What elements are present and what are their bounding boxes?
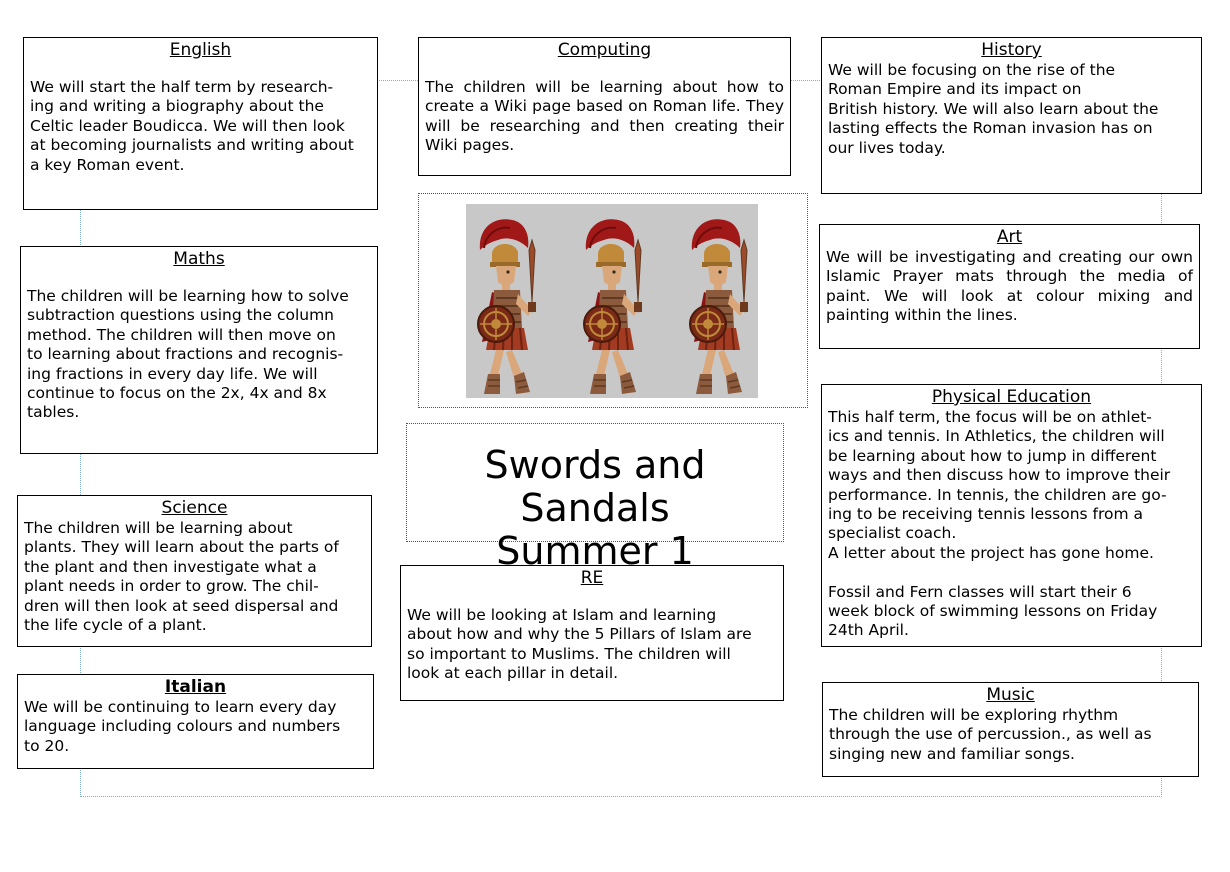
computing-text: The children will be learning about how to create a Wiki page based on Roman life. They will be researching and then creating their Wiki pages.: [425, 78, 784, 155]
maths-box: [20, 246, 378, 454]
topic-term: Summer 1: [496, 529, 694, 573]
topic-title-frame: [406, 423, 784, 573]
science-heading: Science: [161, 498, 228, 518]
history-heading: History: [981, 40, 1042, 60]
re-heading: RE: [580, 568, 604, 588]
english-text: We will start the half term by research- ing and writing a biography about the Celtic leader Boudicca. We will then look at becoming journalists and writing about a key Roman event.: [30, 78, 354, 174]
italian-heading: Italian: [164, 677, 227, 697]
re-box: [400, 565, 784, 701]
topic-title: Swords and Sandals: [484, 443, 706, 530]
italian-box: [17, 674, 374, 769]
art-box: [819, 224, 1200, 349]
history-box: [821, 37, 1202, 194]
art-text: We will be investigating and creating our own Islamic Prayer mats through the media of paint. We will look at colour mixing and painting within the lines.: [826, 248, 1193, 325]
italian-text: We will be continuing to learn every day language including colours and numbers to 20.: [24, 698, 341, 755]
music-text: The children will be exploring rhythm through the use of percussion., as well as singing new and familiar songs.: [829, 706, 1152, 763]
science-text: The children will be learning about plants. They will learn about the parts of the plant and then investigate what a plant needs in order to grow. The chil- dren will then look at seed dispersal and the life cycle of a plant.: [24, 519, 339, 635]
pe-box: [821, 384, 1202, 647]
maths-text: The children will be learning how to solve subtraction questions using the column method. The children will then move on to learning about fractions and recognis- ing fractions in every day life. We will continue to focus on the 2x, 4x and 8x tables.: [27, 287, 349, 422]
music-box: [822, 682, 1199, 777]
english-heading: English: [169, 40, 232, 60]
roman-soldiers-image-frame: [418, 193, 808, 408]
music-heading: Music: [986, 685, 1035, 705]
science-box: [17, 495, 372, 647]
roman-soldiers-image: [466, 204, 758, 398]
pe-text: This half term, the focus will be on athlet- ics and tennis. In Athletics, the children will be learning about how to jump in different ways and then discuss how to improve their performance. In tennis, the children are go- ing to be receiving tennis lessons from a specialist coach. A letter about the project has gone home. Fossil and Fern classes will start their 6 week block of swimming lessons on Friday 24th April.: [828, 408, 1171, 640]
pe-heading: Physical Education: [931, 387, 1092, 407]
history-text: We will be focusing on the rise of the Roman Empire and its impact on British history. We will also learn about the lasting effects the Roman invasion has on our lives today.: [828, 61, 1159, 157]
re-text: We will be looking at Islam and learning about how and why the 5 Pillars of Islam are so important to Muslims. The children will look at each pillar in detail.: [407, 606, 752, 683]
maths-heading: Maths: [173, 249, 225, 269]
computing-heading: Computing: [557, 40, 652, 60]
english-box: [23, 37, 378, 210]
computing-box: [418, 37, 791, 176]
art-heading: Art: [996, 227, 1023, 247]
